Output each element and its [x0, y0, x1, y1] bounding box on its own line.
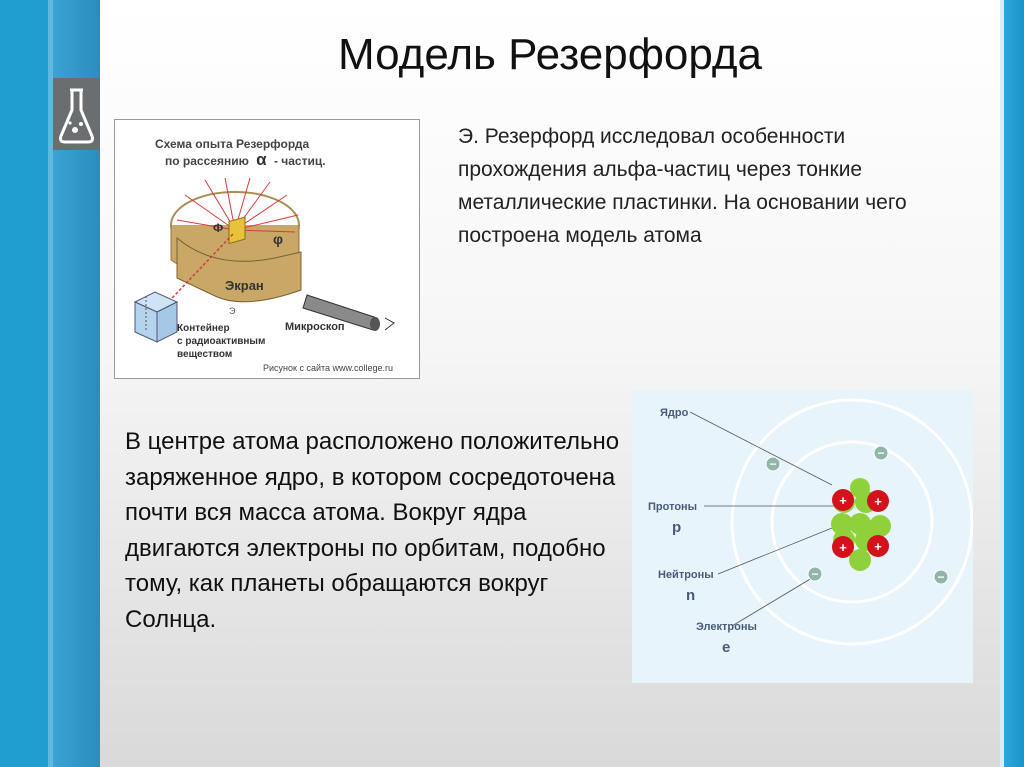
electron-sign: −	[877, 446, 885, 460]
electron-sign: −	[937, 570, 945, 584]
right-decor-stripe	[1000, 0, 1024, 767]
gold-foil	[229, 217, 245, 243]
label-screen: Экран	[225, 278, 264, 293]
label-container-1: Контейнер	[177, 323, 230, 334]
label-e: Э	[229, 306, 236, 316]
symbol-electrons: e	[722, 639, 731, 656]
label-microscope: Микроскоп	[285, 321, 345, 333]
flask-icon	[53, 78, 100, 150]
neutron	[850, 478, 870, 498]
neutron	[849, 513, 871, 535]
label-nucleus: Ядро	[660, 407, 689, 419]
neutron	[869, 515, 891, 537]
symbol-protons: p	[672, 519, 682, 536]
left-decor-stripe	[0, 0, 48, 767]
label-electrons: Электроны	[696, 621, 757, 633]
proton-sign: +	[874, 539, 882, 554]
electron-sign: −	[769, 457, 777, 471]
proton-sign: +	[874, 494, 882, 509]
label-phi-left: Ф	[213, 221, 224, 235]
intro-paragraph: Э. Резерфорд исследовал особенности прохождения альфа-частиц через тонкие металлические пластинки. На основании чего построена модель атома	[458, 125, 907, 247]
symbol-neutrons: n	[686, 587, 696, 604]
electron-sign: −	[811, 567, 819, 581]
label-container-3: веществом	[177, 349, 233, 360]
radioactive-container	[135, 292, 177, 342]
label-phi-right: φ	[273, 231, 284, 247]
atom-model-figure	[632, 390, 973, 683]
proton-sign: +	[839, 540, 847, 555]
label-protons: Протоны	[648, 501, 698, 513]
atom-nucleus	[831, 478, 891, 571]
figure-source: Рисунок с сайта www.college.ru	[263, 363, 394, 373]
flask-badge	[53, 78, 100, 150]
neutron	[849, 549, 871, 571]
alpha-symbol: α	[256, 150, 267, 169]
slide-title: Модель Резерфорда	[338, 30, 762, 79]
rutherford-experiment-figure	[114, 119, 420, 379]
main-paragraph: В центре атома расположено положительно заряженное ядро, в котором сосредоточена почти вся масса атома. Вокруг ядра двигаются электроны по орбитам, подобно тому, как планеты обращаются вокруг Солнца.	[125, 428, 620, 633]
figure-caption-line2: по рассеянию α - частиц.	[165, 150, 326, 169]
label-container-2: с радиоактивным	[177, 336, 266, 347]
proton-sign: +	[839, 493, 847, 508]
label-neutrons: Нейтроны	[658, 569, 714, 581]
figure-caption-line1: Схема опыта Резерфорда	[155, 137, 310, 151]
